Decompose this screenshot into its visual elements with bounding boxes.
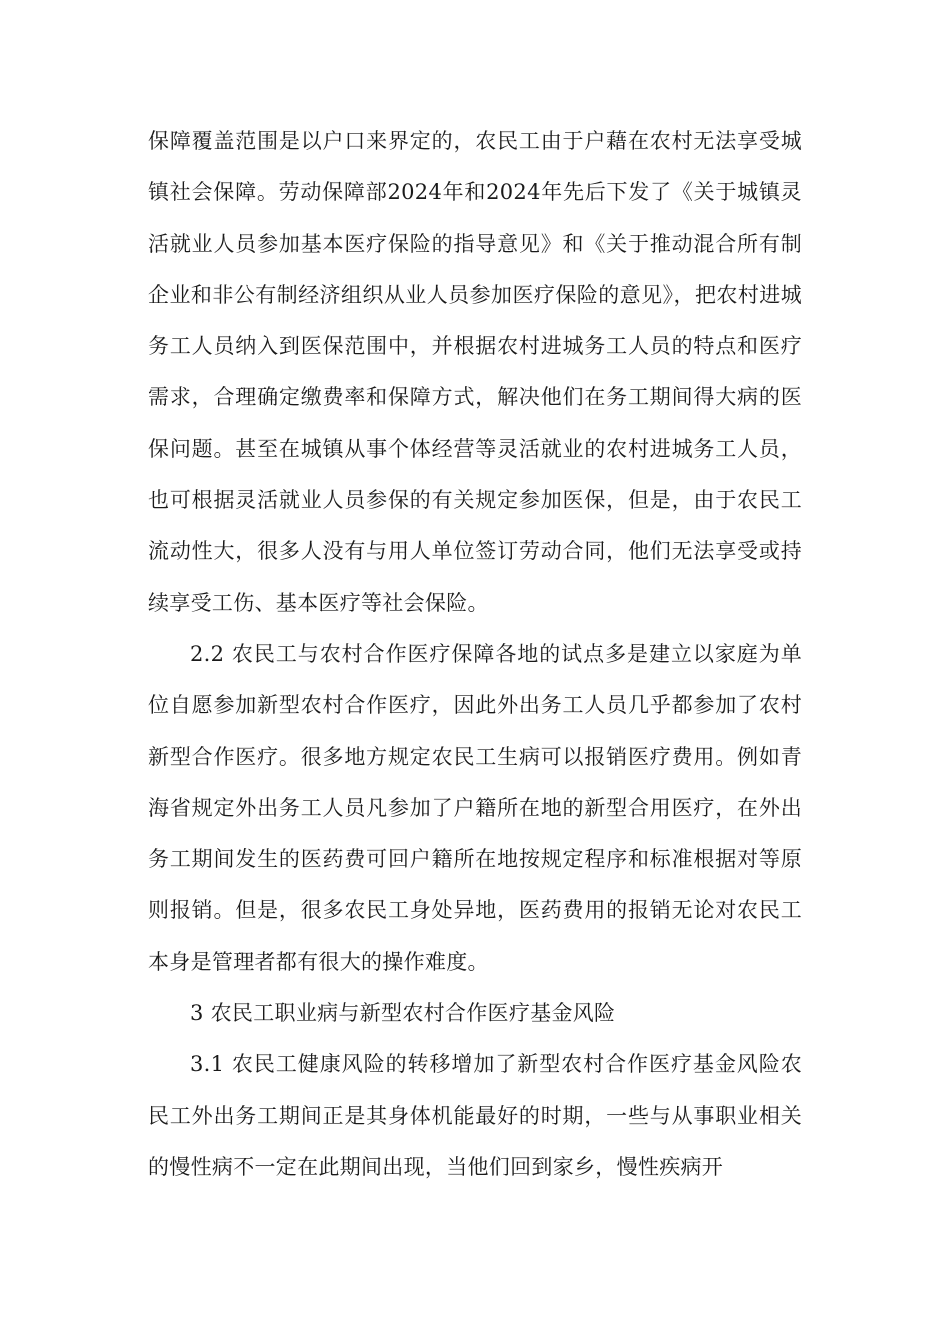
paragraph-social-insurance: 保障覆盖范围是以户口来界定的，农民工由于户藉在农村无法享受城镇社会保障。劳动保障部2024年和2024年先后下发了《关于城镇灵活就业人员参加基本医疗保险的指导意见》和《关于推动混合所有制企业和非公有制经济组织从业人员参加医疗保险的意见》，把农村进城务工人员纳入到医保范围中，并根据农村进城务工人员的特点和医疗需求，合理确定缴费率和保障方式，解决他们在务工期间得大病的医保问题。甚至在城镇从事个体经营等灵活就业的农村进城务工人员，也可根据灵活就业人员参保的有关规定参加医保，但是，由于农民工流动性大，很多人没有与用人单位签订劳动合同，他们无法享受或持续享受工伤、基本医疗等社会保险。 (148, 129, 802, 615)
paragraph-rural-cooperative-medical: 2.2 农民工与农村合作医疗保障各地的试点多是建立以家庭为单位自愿参加新型农村合作医疗，因此外出务工人员几乎都参加了农村新型合作医疗。很多地方规定农民工生病可以报销医疗费用。例如青海省规定外出务工人员凡参加了户籍所在地的新型合用医疗，在外出务工期间发生的医药费可回户籍所在地按规定程序和标准根据对等原则报销。但是，很多农民工身处异地，医药费用的报销无论对农民工本身是管理者都有很大的操作难度。 (148, 641, 802, 974)
document-body (148, 116, 802, 1193)
section-heading-3: 3 农民工职业病与新型农村合作医疗基金风险 (190, 1001, 616, 1026)
paragraph-health-risk-transfer: 3.1 农民工健康风险的转移增加了新型农村合作医疗基金风险农民工外出务工期间正是其身体机能最好的时期，一些与从事职业相关的慢性病不一定在此期间出现，当他们回到家乡，慢性疾病开 (148, 1052, 802, 1179)
